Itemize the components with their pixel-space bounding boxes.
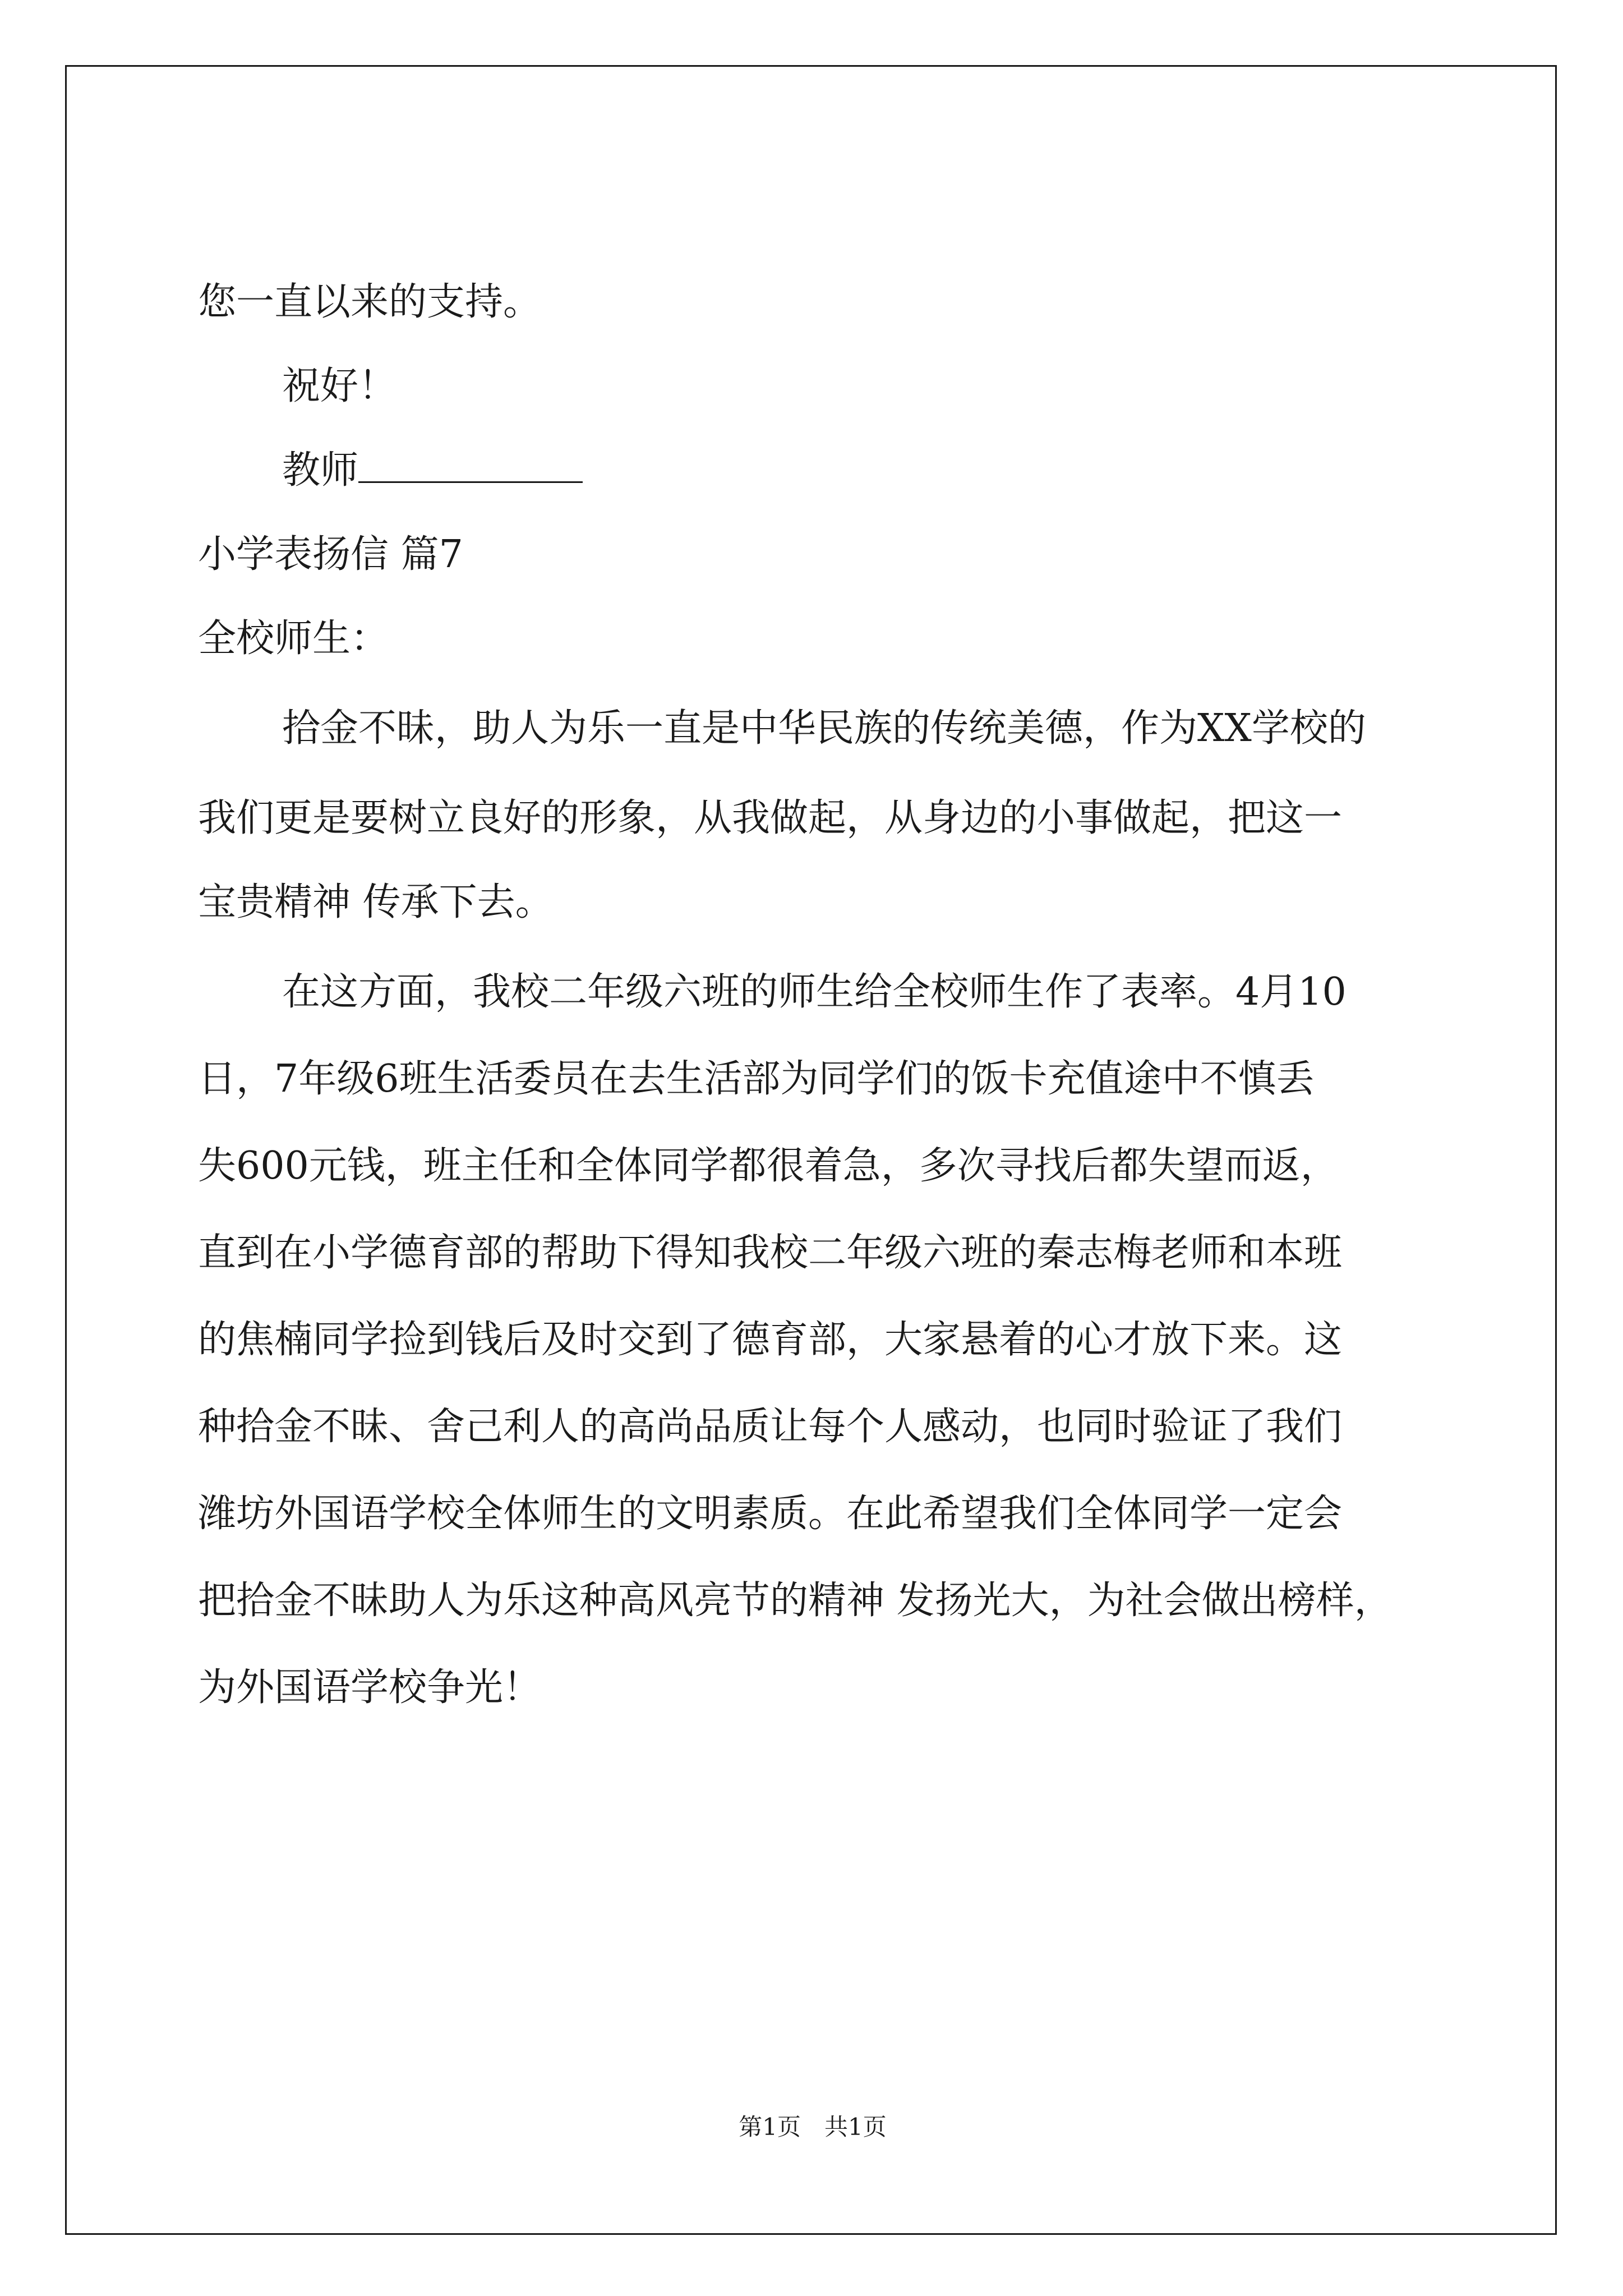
paragraph-2-line-2: 日，7年级6班生活委员在去生活部为同学们的饭卡充值途中不慎丢 (198, 1057, 1315, 1101)
signature-blank (358, 447, 583, 483)
page-footer: 第1页 共1页 (739, 2113, 887, 2141)
paragraph-2-line-4: 直到在小学德育部的帮助下得知我校二年级六班的秦志梅老师和本班 (198, 1231, 1343, 1275)
greeting: 祝好！ (282, 364, 397, 408)
paragraph-2-line-7: 潍坊外国语学校全体师生的文明素质。在此希望我们全体同学一定会 (198, 1492, 1343, 1536)
salutation: 全校师生： (198, 616, 389, 661)
paragraph-1-line-1: 拾金不昧，助人为乐一直是中华民族的传统美德，作为XX学校的 (282, 706, 1366, 751)
paragraph-2-line-5: 的焦楠同学捡到钱后及时交到了德育部，大家悬着的心才放下来。这 (198, 1318, 1343, 1362)
paragraph-2-line-9: 为外国语学校争光！ (198, 1665, 542, 1710)
section-heading: 小学表扬信 篇7 (198, 532, 463, 577)
paragraph-1-line-2: 我们更是要树立良好的形象，从我做起，从身边的小事做起，把这一 (198, 796, 1343, 840)
paragraph-2-line-8: 把拾金不昧助人为乐这种高风亮节的精神 发扬光大，为社会做出榜样， (198, 1579, 1393, 1623)
paragraph-2-line-3: 失600元钱，班主任和全体同学都很着急，多次寻找后都失望而返， (198, 1144, 1339, 1188)
signature-line (282, 443, 583, 499)
paragraph-2-line-6: 种拾金不昧、舍己利人的高尚品质让每个人感动，也同时验证了我们 (198, 1405, 1343, 1449)
document-page (65, 65, 1557, 2235)
paragraph-1-line-3: 宝贵精神 传承下去。 (198, 880, 554, 924)
closing-line: 您一直以来的支持。 (198, 280, 542, 324)
signature-label: 教师 (282, 448, 359, 493)
paragraph-2-line-1: 在这方面，我校二年级六班的师生给全校师生作了表率。4月10 (282, 970, 1347, 1014)
